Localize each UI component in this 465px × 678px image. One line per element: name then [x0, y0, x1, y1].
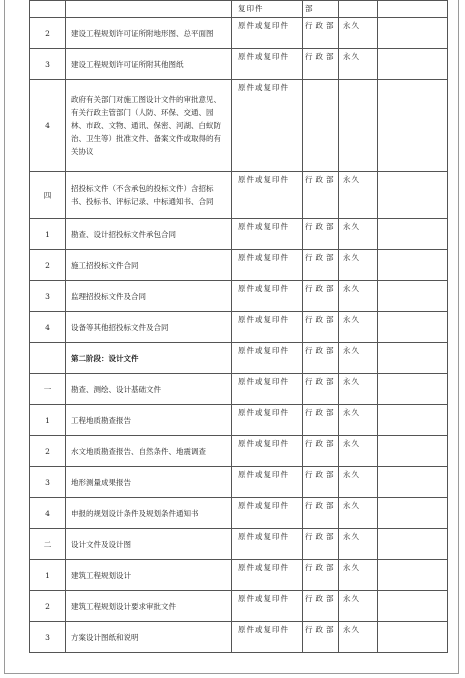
- document-medium: 原件或复印件: [232, 172, 303, 219]
- remarks-cell: [378, 80, 448, 172]
- retention-period: 永久: [339, 281, 378, 312]
- retention-period: 永久: [339, 219, 378, 250]
- table-row: [30, 405, 448, 436]
- row-number: 1: [30, 219, 66, 250]
- row-number: 4: [30, 312, 66, 343]
- document-name: 勘查、测绘、设计基础文件: [66, 374, 232, 405]
- row-number: 3: [30, 281, 66, 312]
- custodian-department: 行政部: [303, 498, 339, 529]
- custodian-department: 行政部: [303, 529, 339, 560]
- retention-period: 永久: [339, 436, 378, 467]
- document-medium: 复印件: [232, 1, 303, 18]
- custodian-department: 行政部: [303, 312, 339, 343]
- custodian-department: 行政部: [303, 591, 339, 622]
- retention-period: 永久: [339, 498, 378, 529]
- document-name: 建筑工程规划设计要求审批文件: [66, 591, 232, 622]
- retention-period: [339, 80, 378, 172]
- archive-table: [29, 0, 448, 653]
- row-number: 2: [30, 18, 66, 49]
- document-name: 工程地质勘查报告: [66, 405, 232, 436]
- row-number: 2: [30, 436, 66, 467]
- retention-period: 永久: [339, 560, 378, 591]
- remarks-cell: [378, 591, 448, 622]
- row-number: 3: [30, 49, 66, 80]
- document-name: 设备等其他招投标文件及合同: [66, 312, 232, 343]
- row-number: [30, 343, 66, 374]
- retention-period: 永久: [339, 467, 378, 498]
- custodian-department: 行政部: [303, 374, 339, 405]
- remarks-cell: [378, 172, 448, 219]
- document-medium: 原件或复印件: [232, 591, 303, 622]
- custodian-department: 行政部: [303, 219, 339, 250]
- custodian-department: 行政部: [303, 172, 339, 219]
- document-name: 建设工程规划许可证所附地形图、总平面图: [66, 18, 232, 49]
- custodian-department: 行政部: [303, 467, 339, 498]
- document-name: 勘查、设计招投标文件承包合同: [66, 219, 232, 250]
- custodian-department: 部: [303, 1, 339, 18]
- table-row: [30, 1, 448, 18]
- table-row: [30, 560, 448, 591]
- remarks-cell: [378, 312, 448, 343]
- table-row: [30, 18, 448, 49]
- table-row: [30, 436, 448, 467]
- document-name: 施工招投标文件合同: [66, 250, 232, 281]
- row-number: 4: [30, 498, 66, 529]
- retention-period: 永久: [339, 172, 378, 219]
- retention-period: 永久: [339, 591, 378, 622]
- custodian-department: 行政部: [303, 560, 339, 591]
- retention-period: 永久: [339, 622, 378, 653]
- remarks-cell: [378, 529, 448, 560]
- document-name: 方案设计图纸和说明: [66, 622, 232, 653]
- document-name: 申报的规划设计条件及规划条件通知书: [66, 498, 232, 529]
- row-number: 3: [30, 467, 66, 498]
- custodian-department: 行政部: [303, 622, 339, 653]
- row-number: 一: [30, 374, 66, 405]
- remarks-cell: [378, 1, 448, 18]
- retention-period: 永久: [339, 405, 378, 436]
- remarks-cell: [378, 622, 448, 653]
- custodian-department: 行政部: [303, 343, 339, 374]
- document-medium: 原件或复印件: [232, 49, 303, 80]
- document-medium: 原件或复印件: [232, 467, 303, 498]
- row-number: 4: [30, 80, 66, 172]
- document-medium: 原件或复印件: [232, 281, 303, 312]
- row-number: 1: [30, 405, 66, 436]
- remarks-cell: [378, 405, 448, 436]
- table-row: [30, 219, 448, 250]
- retention-period: 永久: [339, 312, 378, 343]
- remarks-cell: [378, 467, 448, 498]
- custodian-department: 行政部: [303, 436, 339, 467]
- document-medium: 原件或复印件: [232, 622, 303, 653]
- remarks-cell: [378, 49, 448, 80]
- row-number: 二: [30, 529, 66, 560]
- row-number: 2: [30, 591, 66, 622]
- archive-table-body: [30, 1, 448, 653]
- remarks-cell: [378, 18, 448, 49]
- document-medium: 原件或复印件: [232, 219, 303, 250]
- remarks-cell: [378, 281, 448, 312]
- row-number: 3: [30, 622, 66, 653]
- custodian-department: 行政部: [303, 18, 339, 49]
- remarks-cell: [378, 343, 448, 374]
- document-name: 水文地质勘查报告、自然条件、地震调查: [66, 436, 232, 467]
- document-name: 监理招投标文件及合同: [66, 281, 232, 312]
- document-name: 地形测量成果报告: [66, 467, 232, 498]
- document-medium: 原件或复印件: [232, 374, 303, 405]
- custodian-department: 行政部: [303, 405, 339, 436]
- remarks-cell: [378, 219, 448, 250]
- table-row: [30, 80, 448, 172]
- custodian-department: 行政部: [303, 49, 339, 80]
- document-medium: 原件或复印件: [232, 405, 303, 436]
- remarks-cell: [378, 374, 448, 405]
- document-medium: 原件或复印件: [232, 250, 303, 281]
- retention-period: 永久: [339, 343, 378, 374]
- document-name: 招投标文件（不含承包的投标文件）含招标书、投标书、评标记录、中标通知书、合同: [66, 172, 232, 219]
- document-medium: 原件或复印件: [232, 343, 303, 374]
- table-row: [30, 529, 448, 560]
- document-medium: 原件或复印件: [232, 498, 303, 529]
- document-name: 建筑工程规划设计: [66, 560, 232, 591]
- row-number: 2: [30, 250, 66, 281]
- remarks-cell: [378, 250, 448, 281]
- retention-period: [339, 1, 378, 18]
- table-row: [30, 591, 448, 622]
- document-medium: 原件或复印件: [232, 529, 303, 560]
- document-medium: 原件或复印件: [232, 312, 303, 343]
- table-row: [30, 343, 448, 374]
- document-name: 政府有关部门对施工图设计文件的审批意见、有关行政主管部门（人防、环保、交通、园林、市政、文物、通讯、保密、河湖、白蚁防治、卫生等）批准文件、备案文件或取得的有关协议: [66, 80, 232, 172]
- document-name: 设计文件及设计图: [66, 529, 232, 560]
- document-name: 建设工程规划许可证所附其他图纸: [66, 49, 232, 80]
- document-name: 第二阶段：设计文件: [66, 343, 232, 374]
- table-row: [30, 49, 448, 80]
- table-row: [30, 374, 448, 405]
- remarks-cell: [378, 498, 448, 529]
- row-number: [30, 1, 66, 18]
- row-number: 四: [30, 172, 66, 219]
- row-number: 1: [30, 560, 66, 591]
- table-row: [30, 281, 448, 312]
- retention-period: 永久: [339, 18, 378, 49]
- table-row: [30, 312, 448, 343]
- custodian-department: 行政部: [303, 250, 339, 281]
- document-medium: 原件或复印件: [232, 560, 303, 591]
- document-medium: 原件或复印件: [232, 18, 303, 49]
- retention-period: 永久: [339, 250, 378, 281]
- retention-period: 永久: [339, 374, 378, 405]
- retention-period: 永久: [339, 49, 378, 80]
- table-row: [30, 172, 448, 219]
- retention-period: 永久: [339, 529, 378, 560]
- custodian-department: [303, 80, 339, 172]
- table-row: [30, 467, 448, 498]
- table-row: [30, 622, 448, 653]
- custodian-department: 行政部: [303, 281, 339, 312]
- remarks-cell: [378, 436, 448, 467]
- remarks-cell: [378, 560, 448, 591]
- table-row: [30, 250, 448, 281]
- document-medium: 原件或复印件: [232, 80, 303, 172]
- document-name: [66, 1, 232, 18]
- table-row: [30, 498, 448, 529]
- document-medium: 原件或复印件: [232, 436, 303, 467]
